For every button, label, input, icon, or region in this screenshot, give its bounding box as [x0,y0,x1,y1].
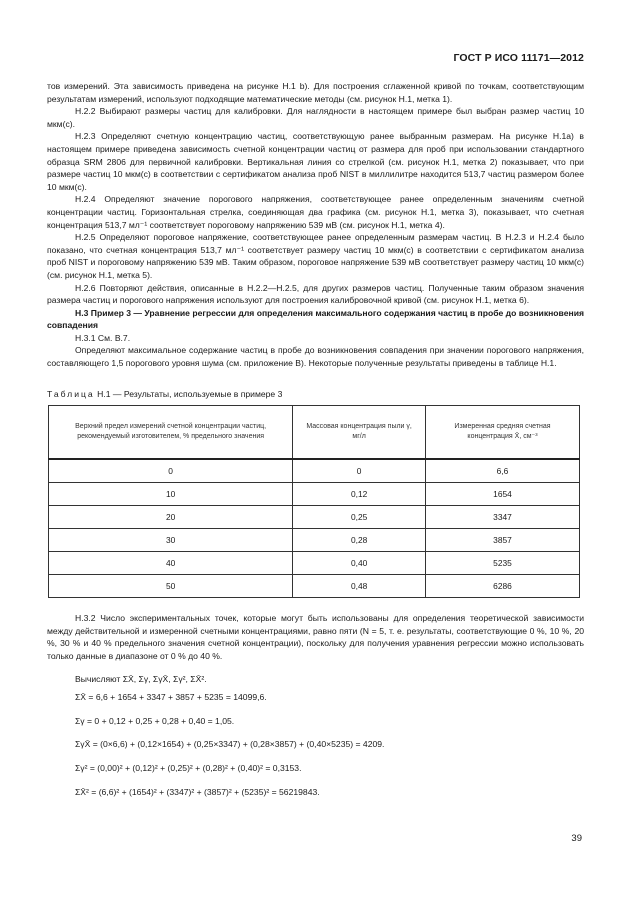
formula: ΣX̄ = 6,6 + 1654 + 3347 + 3857 + 5235 = 14099,6. [75,692,267,703]
table-caption-word: Таблица [47,388,95,399]
paragraph: Н.2.4 Определяют значение порогового напряжения, соответствующее ранее определенным значениям счетной концентрации частиц. Горизонтальная стрелка, соединяющая два графика (см. рисунок Н.1, метка 3), показывает, что счетная концентрация 513,7 мл⁻¹ соответствует пороговому напряжению 539 мВ (см. рисунок Н.1, метка 4). [47,194,584,230]
formula: ΣγX̄ = (0×6,6) + (0,12×1654) + (0,25×3347) + (0,28×3857) + (0,40×5235) = 4209. [75,739,385,750]
formula: Σγ = 0 + 0,12 + 0,25 + 0,28 + 0,40 = 1,05. [75,715,235,726]
table-cell: 0,28 [293,529,426,552]
table-cell: 0,40 [293,552,426,575]
table-cell: 30 [49,529,293,552]
table-cell: 10 [49,483,293,506]
document-header: ГОСТ Р ИСО 11171—2012 [453,52,584,64]
table-caption [47,388,584,401]
table-cell: 3347 [426,506,580,529]
table-cell: 1654 [426,483,580,506]
table-cell: 5235 [426,552,580,575]
table-header: Верхний предел измерений счетной концентрации частиц, рекомендуемый изготовителем, % предельного значения [49,406,293,460]
table-header: Массовая концентрация пыли γ, мг/л [293,406,426,460]
table-cell: 0 [49,459,293,483]
formula: ΣX̄² = (6,6)² + (1654)² + (3347)² + (3857)² + (5235)² = 56219843. [75,786,320,797]
table-cell: 0,48 [293,575,426,598]
document-body [47,80,584,798]
results-table [48,405,580,598]
paragraph: Н.2.6 Повторяют действия, описанные в Н.2.2—Н.2.5, для других размеров частиц. Полученные таким образом значения размера частиц и порогового напряжения используют для построения калибровочной кривой (см. рисунок Н.1, метка 6). [47,282,584,306]
table-header: Измеренная средняя счетная концентрация X̄, см⁻³ [426,406,580,460]
page-number: 39 [571,833,582,844]
table-row [49,529,580,552]
table-row [49,552,580,575]
paragraph: Н.3.2 Число экспериментальных точек, которые могут быть использованы для определения теоретической зависимости между действительной и измеренной счетными концентрациями, равно пяти (N = 5, т. е. результаты, соответствующие 0 %, 10 %, 20 %, 30 % и 40 % предельного значения счетной концентрации), поскольку для получения уравнения регрессии можно использовать только данные в диапазоне от 0 % до 40 %. [47,613,584,662]
paragraph: Н.2.2 Выбирают размеры частиц для калибровки. Для наглядности в настоящем примере был выбран размер частиц 10 мкм(c). [47,106,584,129]
table-caption-text: Н.1 — Результаты, используемые в примере 3 [97,388,283,399]
table-cell: 0,12 [293,483,426,506]
paragraph: Определяют максимальное содержание частиц в пробе до возникновения совпадения при значении порогового напряжения, составляющего 1,5 порогового уровня шума (см. приложение В). Некоторые полученные результаты приведены в таблице Н.1. [47,345,584,369]
table-cell: 40 [49,552,293,575]
table-cell: 6286 [426,575,580,598]
table-cell: 50 [49,575,293,598]
table-row [49,483,580,506]
table-cell: 0,25 [293,506,426,529]
table-cell: 0 [293,459,426,483]
table-cell: 6,6 [426,459,580,483]
calculation-block [47,612,584,798]
table-cell: 3857 [426,529,580,552]
paragraph: Н.2.3 Определяют счетную концентрацию частиц, соответствующую ранее выбранным размерам. На рисунке Н.1а) в настоящем примере приведена зависимость счетной концентрации частиц от размера для проб при использовании стандартного образца SRM 2806 для первичной калибровки. Вертикальная линия со стрелкой (см. рисунок Н.1, метка 2) показывает, что при размере частиц 10 мкм(c) в соответствии с сертификатом анализа проб NIST в миллилитре находится 513,7 частиц размером более 10 мкм(c). [47,131,584,192]
table-row [49,459,580,483]
table-row [49,506,580,529]
formula-intro: Вычисляют ΣX̄, Σγ, ΣγX̄, Σγ², ΣX̄². [75,673,207,684]
paragraph: Н.3.1 См. В.7. [75,332,131,343]
paragraph: тов измерений. Эта зависимость приведена на рисунке Н.1 b). Для построения сглаженной кривой по точкам, соответствующим результатам измерений, используют подходящие математические методы (см. рисунок Н.1, метка 1). [47,81,584,104]
formula: Σγ² = (0,00)² + (0,12)² + (0,25)² + (0,28)² + (0,40)² = 0,3153. [75,763,302,773]
table-row [49,575,580,598]
section-heading: Н.3 Пример 3 — Уравнение регрессии для определения максимального содержания частиц в пробе до возникновения совпадения [47,307,584,331]
table-cell: 20 [49,506,293,529]
paragraph: Н.2.5 Определяют пороговое напряжение, соответствующее ранее определенным размерам частиц. В Н.2.3 и Н.2.4 было показано, что счетная концентрация 513,7 мл⁻¹ соответствует размеру частиц 10 мкм(c) в соответствии с сертификатом анализа проб NIST и пороговому напряжению 539 мВ. Таким образом, пороговое напряжение 539 мВ соответствует размеру частиц 10 мкм(c) (см. рисунок Н.1, метка 5). [47,232,584,280]
